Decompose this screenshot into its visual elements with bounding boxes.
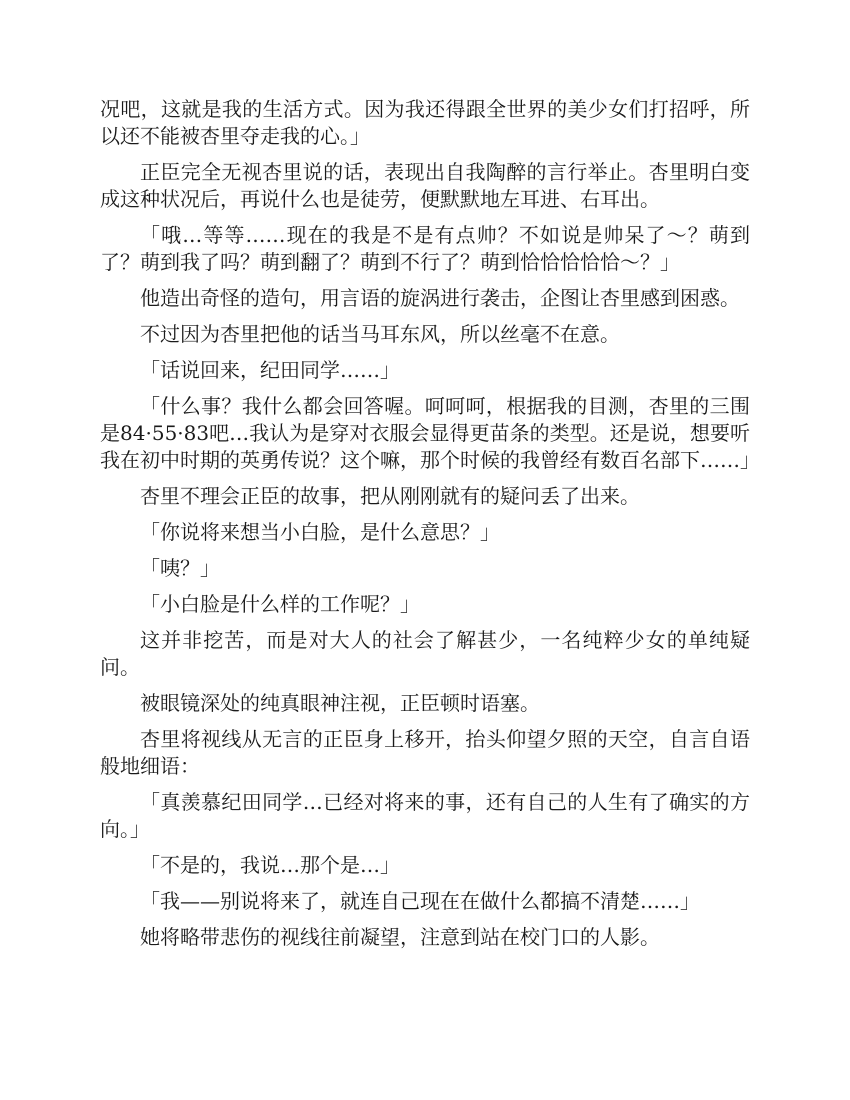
paragraph: 杏里将视线从无言的正臣身上移开，抬头仰望夕照的天空，自言自语般地细语：: [100, 727, 750, 778]
paragraph: 「小白脸是什么样的工作呢？」: [140, 592, 420, 616]
paragraph: 「你说将来想当小白脸，是什么意思？」: [140, 520, 500, 544]
paragraph: 「我——别说将来了，就连自己现在在做什么都搞不清楚……」: [140, 889, 700, 913]
paragraph: 她将略带悲伤的视线往前凝望，注意到站在校门口的人影。: [140, 925, 660, 949]
paragraph: 他造出奇怪的造句，用言语的旋涡进行袭击，企图让杏里感到困惑。: [140, 286, 740, 310]
paragraph: 况吧，这就是我的生活方式。因为我还得跟全世界的美少女们打招呼，所以还不能被杏里夺走我的心。」: [100, 97, 750, 148]
paragraph: 这并非挖苦，而是对大人的社会了解甚少，一名纯粹少女的单纯疑问。: [100, 628, 750, 679]
paragraph: 「话说回来，纪田同学……」: [140, 358, 400, 382]
paragraph: 「不是的，我说…那个是…」: [140, 853, 400, 877]
paragraph: 「咦？」: [140, 556, 220, 580]
paragraph: 「真羡慕纪田同学…已经对将来的事，还有自己的人生有了确实的方向。」: [100, 790, 750, 841]
paragraph: 不过因为杏里把他的话当马耳东风，所以丝毫不在意。: [140, 322, 620, 346]
body-text: [100, 96, 760, 960]
paragraph: 「什么事？我什么都会回答喔。呵呵呵，根据我的目测，杏里的三围是84·55·83吧…我认为是穿对衣服会显得更苗条的类型。还是说，想要听我在初中时期的英勇传说？这个嘛，那个时候的我曾经有数百名部下……」: [100, 394, 760, 472]
paragraph: 杏里不理会正臣的故事，把从刚刚就有的疑问丢了出来。: [140, 484, 640, 508]
paragraph: 正臣完全无视杏里说的话，表现出自我陶醉的言行举止。杏里明白变成这种状况后，再说什么也是徒劳，便默默地左耳进、右耳出。: [100, 160, 750, 211]
paragraph: 「哦…等等……现在的我是不是有点帅？不如说是帅呆了～？萌到了？萌到我了吗？萌到翻了？萌到不行了？萌到恰恰恰恰恰～？」: [100, 223, 750, 274]
paragraph: 被眼镜深处的纯真眼神注视，正臣顿时语塞。: [140, 691, 540, 715]
